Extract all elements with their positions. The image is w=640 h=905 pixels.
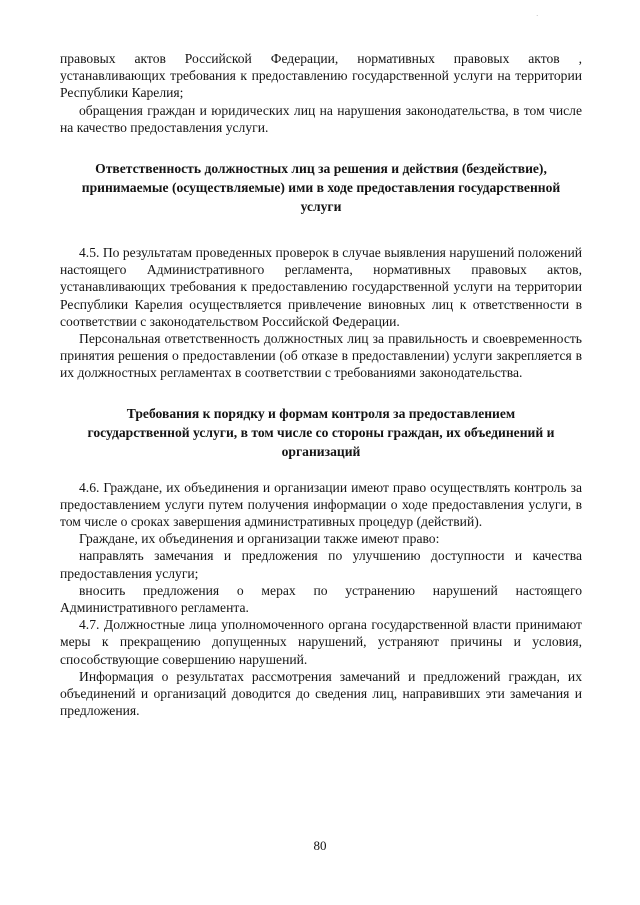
paragraph-continuation: правовых актов Российской Федерации, нормативных правовых актов , устанавливающих требования к предоставлению государственной услуги на территории Республики Карелия; xyxy=(60,51,582,101)
page-content xyxy=(60,50,582,719)
paragraph: обращения граждан и юридических лиц на нарушения законодательства, в том числе на качество предоставления услуги. xyxy=(60,102,582,135)
paragraph-4-6: 4.6. Граждане, их объединения и организации имеют право осуществлять контроль за предоставлением услуги путем получения информации о ходе предоставления услуги, в том числе о сроках завершения административных процедур (действий). xyxy=(60,479,582,530)
paragraph: вносить предложения о мерах по устранению нарушений настоящего Административного регламента. xyxy=(60,582,582,616)
section-heading-responsibility: Ответственность должностных лиц за решения и действия (бездействие), принимаемые (осуществляемые) ими в ходе предоставления государственной услуги xyxy=(81,161,561,215)
scan-mark: · xyxy=(536,12,539,20)
section-heading-control-requirements: Требования к порядку и формам контроля за предоставлением государственной услуги, в том числе со стороны граждан, их объединений и организаций xyxy=(87,405,555,459)
paragraph: Персональная ответственность должностных лиц за правильность и своевременность принятия решения о предоставлении (об отказе в предоставлении) услуги закрепляется в их должностных регламентах в соответствии с требованиями законодательства. xyxy=(60,331,582,381)
paragraph-4-7: 4.7. Должностные лица уполномоченного органа государственной власти принимают меры к прекращению допущенных нарушений, устраняют причины и условия, способствующие совершению нарушений. xyxy=(60,617,582,667)
page-number: 80 xyxy=(313,838,327,853)
paragraph: Информация о результатах рассмотрения замечаний и предложений граждан, их объединений и организаций доводится до сведения лиц, направивших эти замечания и предложения. xyxy=(60,668,582,719)
paragraph: направлять замечания и предложения по улучшению доступности и качества предоставления услуги; xyxy=(60,548,582,581)
paragraph: Граждане, их объединения и организации также имеют право: xyxy=(79,531,440,547)
paragraph-4-5: 4.5. По результатам проведенных проверок в случае выявления нарушений положений настоящего Административного регламента, нормативных правовых актов, устанавливающих требования к предоставлению государственной услуги на территории Республики Карелия осуществляется привлечение виновных лиц к ответственности в соответствии с законодательством Российской Федерации. xyxy=(60,245,582,329)
